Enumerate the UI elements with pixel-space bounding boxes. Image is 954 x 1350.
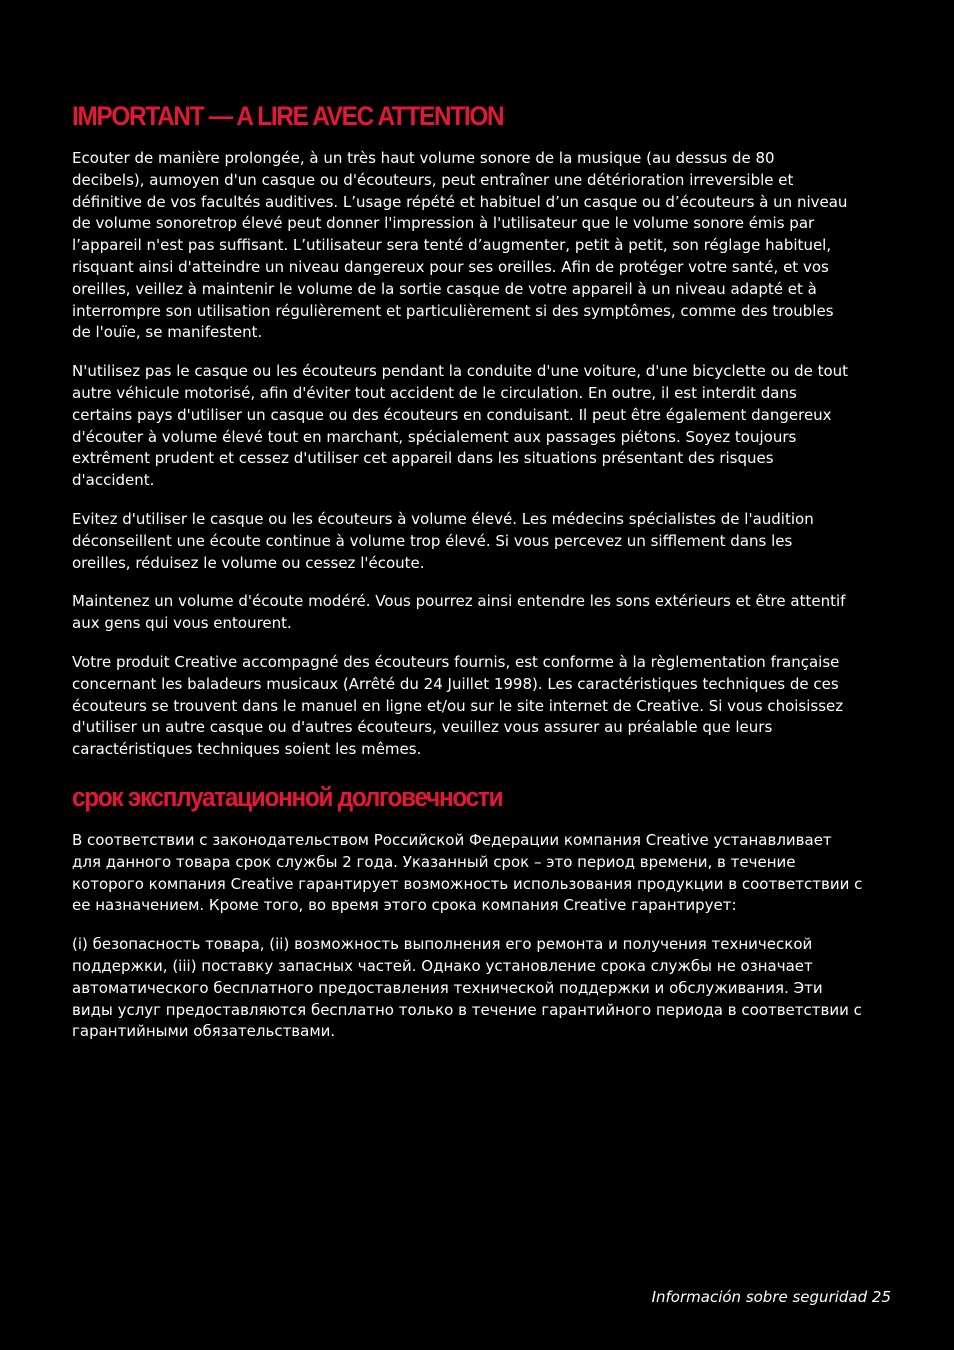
page-footer: Información sobre seguridad 25 [651, 1288, 891, 1306]
document-page [72, 98, 894, 1060]
paragraph-high-volume: Evitez d'utiliser le casque ou les écouteurs à volume élevé. Les médecins spécialistes de l'audition déconseillent une écoute continue à volume trop élevé. Si vous percevez un sifflement dans les oreilles, réduisez le volume ou cessez l'écoute. [72, 509, 814, 572]
paragraph-service-life: В соответствии с законодательством Российской Федерации компания Creative устанавливает для данного товара срок службы 2 года. Указанный срок – это период времени, в течение которого компания Creative гарантирует возможность использования продукции в соответствии с ее назначением. Кроме того, во время этого срока компания Creative гарантирует: [72, 830, 863, 915]
paragraph-conformity: Votre produit Creative accompagné des écouteurs fournis, est conforme à la règlementation française concernant les baladeurs musicaux (Arrêté du 24 Juillet 1998). Les caractéristiques techniques de ces écouteurs se trouvent dans le manuel en ligne et/ou sur le site internet de Creative. Si vous choisissez d'utiliser un autre casque ou d'autres écouteurs, veuillez vous assurer au préalable que leurs caractéristiques techniques soient les mêmes. [72, 652, 844, 759]
paragraph-hearing-damage: Ecouter de manière prolongée, à un très haut volume sonore de la musique (au dessus de 80 decibels), aumoyen d'un casque ou d'écouteurs, peut entraîner une détérioration irreversible et définitive de vos facultés auditives. L’usage répété et habituel d’un casque ou d’écouteurs à un niveau de volume sonoretrop élevé peut donner l'impression à l'utilisateur que le volume sonore émis par l’appareil n'est pas suffisant. L’utilisateur sera tenté d’augmenter, petit à petit, son réglage habituel, risquant ainsi d'atteindre un niveau dangereux pour ses oreilles. Afin de protéger votre santé, et vos oreilles, veillez à maintenir le volume de la sortie casque de votre appareil à un niveau adapté et à interrompre son utilisation régulièrement et particulièrement si des symptômes, comme des troubles de l'ouïe, se manifestent. [72, 149, 848, 342]
paragraph-driving-warning: N'utilisez pas le casque ou les écouteurs pendant la conduite d'une voiture, d'une bicyclette ou de tout autre véhicule motorisé, afin d'éviter tout accident de le circulation. En outre, il est interdit dans certains pays d'utiliser un casque ou des écouteurs en conduisant. Il peut être également dangereux d'écouter à volume élevé tout en marchant, spécialement aux passages piétons. Soyez toujours extrêment prudent et cessez d'utiliser cet appareil dans les situations présentant des risques d'accident. [72, 362, 849, 490]
paragraph-guarantees: (i) безопасность товара, (ii) возможность выполнения его ремонта и получения технической поддержки, (iii) поставку запасных частей. Однако установление срока службы не означает автоматического бесплатного предоставления технической поддержки и обслуживания. Эти виды услуг предоставляются бесплатно только в течение гарантийного периода в соответствии с гарантийными обязательствами. [72, 935, 862, 1041]
paragraph-moderate-volume: Maintenez un volume d'écoute modéré. Vous pourrez ainsi entendre les sons extérieurs et être attentif aux gens qui vous entourent. [72, 592, 846, 633]
section-heading-important: IMPORTANT — A LIRE AVEC ATTENTION [72, 101, 504, 131]
section-heading-service-life: срок эксплуатационной долговечности [72, 781, 503, 812]
